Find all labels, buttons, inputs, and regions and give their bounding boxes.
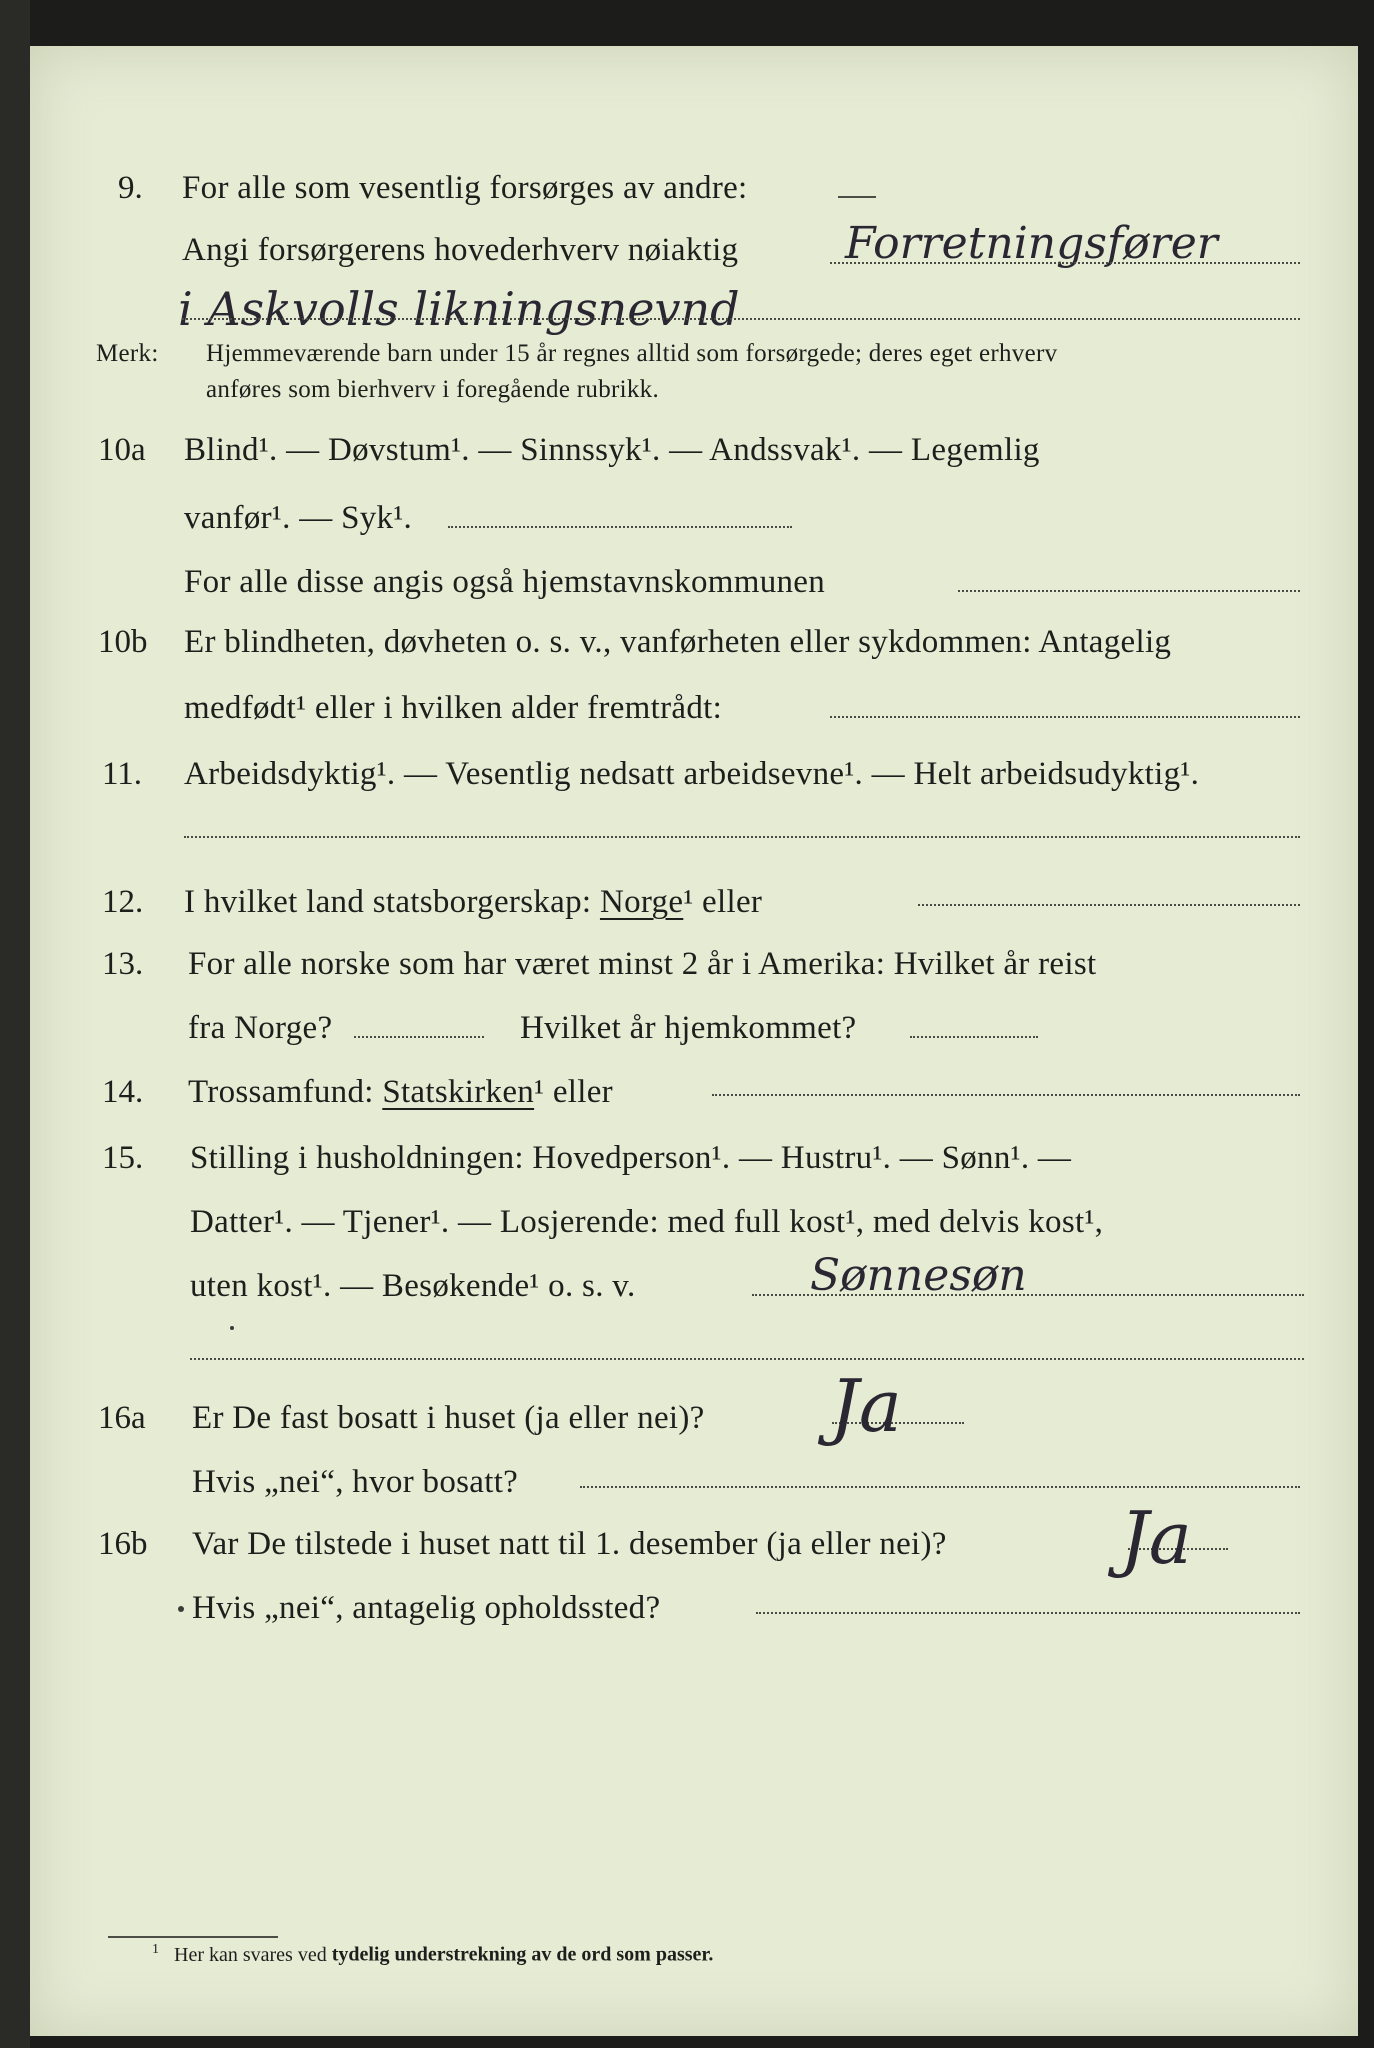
q15-second-answer-line xyxy=(190,1358,1304,1360)
q9-answer-employer: i Askvolls likningsnevnd xyxy=(178,282,740,336)
q16a-line2: Hvis „nei“, hvor bosatt? xyxy=(192,1464,519,1500)
merk-line1: Hjemmeværende barn under 15 år regnes alltid som forsørgede; deres eget erhverv xyxy=(206,340,1058,367)
q13-line2b: Hvilket år hjemkommet? xyxy=(520,1010,857,1046)
q10a-line1: Blind¹. — Døvstum¹. — Sinnssyk¹. — Andssvak¹. — Legemlig xyxy=(184,432,1040,468)
q9-line2: Angi forsørgerens hovederhverv nøiaktig xyxy=(182,232,739,268)
q12-text-post: ¹ eller xyxy=(683,884,763,920)
q16b-location-line xyxy=(756,1612,1300,1614)
q12-answer-line xyxy=(918,904,1300,906)
q13-line2a: fra Norge? xyxy=(188,1010,333,1046)
q16b-line1: Var De tilstede i huset natt til 1. desember (ja eller nei)? xyxy=(192,1526,947,1562)
q12-text xyxy=(184,884,762,921)
footnote xyxy=(152,1942,713,1967)
q10a-sick-answer-line xyxy=(448,526,792,528)
q16b-line2: Hvis „nei“, antagelig opholdssted? xyxy=(192,1590,661,1626)
q10b-number: 10b xyxy=(98,624,148,660)
merk-label: Merk: xyxy=(96,340,159,367)
q11-line1: Arbeidsdyktig¹. — Vesentlig nedsatt arbeidsevne¹. — Helt arbeidsudyktig¹. xyxy=(184,756,1200,792)
footnote-marker: 1 xyxy=(152,1942,159,1957)
q15-answer-position: Sønnesøn xyxy=(810,1250,1027,1301)
q14-text-pre: Trossamfund: xyxy=(188,1074,374,1110)
q13-line1: For alle norske som har været minst 2 år i Amerika: Hvilket år reist xyxy=(188,946,1097,982)
q16a-residence-line xyxy=(580,1486,1300,1488)
q10a-hometown-answer-line xyxy=(958,590,1300,592)
q14-underlined-statskirken: Statskirken xyxy=(382,1074,535,1110)
q9-answer-line1 xyxy=(830,262,1300,264)
q10a-line2: vanfør¹. — Syk¹. xyxy=(184,500,413,536)
q13-return-year-line xyxy=(910,1036,1038,1038)
q15-number: 15. xyxy=(102,1140,144,1176)
q14-text-post: ¹ eller xyxy=(534,1074,613,1110)
q16a-number: 16a xyxy=(98,1400,146,1436)
q15-line1: Stilling i husholdningen: Hovedperson¹. — Hustru¹. — Sønn¹. — xyxy=(190,1140,1072,1176)
q16a-line1: Er De fast bosatt i huset (ja eller nei)? xyxy=(192,1400,705,1436)
q15-answer-line xyxy=(752,1294,1304,1296)
footnote-rule xyxy=(108,1936,278,1938)
q11-number: 11. xyxy=(102,756,143,792)
ink-speck xyxy=(230,1326,234,1330)
bullet-mark xyxy=(178,1606,184,1612)
q9-answer-occupation: Forretningsfører xyxy=(845,218,1218,269)
q10a-number: 10a xyxy=(98,432,146,468)
q16b-answer-ja: Ja xyxy=(1120,1496,1192,1580)
q9-answer-line2 xyxy=(182,318,1300,320)
q16b-number: 16b xyxy=(98,1526,148,1562)
q13-number: 13. xyxy=(102,946,144,982)
footnote-text: Her kan svares ved xyxy=(174,1943,327,1966)
q15-line3: uten kost¹. — Besøkende¹ o. s. v. xyxy=(190,1268,636,1304)
footnote-bold-text: tydelig understrekning av de ord som passer. xyxy=(331,1943,714,1966)
q9-line1: For alle som vesentlig forsørges av andre: xyxy=(182,170,748,206)
q10a-line3: For alle disse angis også hjemstavnskommunen xyxy=(184,564,826,600)
q10b-line1: Er blindheten, døvheten o. s. v., vanførheten eller sykdommen: Antagelig xyxy=(184,624,1172,660)
merk-line2: anføres som bierhverv i foregående rubrikk. xyxy=(206,376,660,403)
scan-edge xyxy=(0,0,30,2048)
q13-left-year-line xyxy=(354,1036,484,1038)
q16a-answer-ja: Ja xyxy=(830,1364,902,1448)
q9-number: 9. xyxy=(118,170,143,206)
q15-line2: Datter¹. — Tjener¹. — Losjerende: med full kost¹, med delvis kost¹, xyxy=(190,1204,1104,1240)
q12-number: 12. xyxy=(102,884,144,920)
q14-text xyxy=(188,1074,613,1111)
q9-dash xyxy=(838,196,876,198)
q12-text-pre: I hvilket land statsborgerskap: xyxy=(184,884,592,920)
q14-number: 14. xyxy=(102,1074,144,1110)
q10b-line2: medfødt¹ eller i hvilken alder fremtrådt: xyxy=(184,690,723,726)
q14-answer-line xyxy=(712,1094,1300,1096)
q11-answer-line xyxy=(184,836,1300,838)
q12-underlined-norge: Norge xyxy=(599,884,684,920)
q10b-answer-line xyxy=(830,716,1300,718)
